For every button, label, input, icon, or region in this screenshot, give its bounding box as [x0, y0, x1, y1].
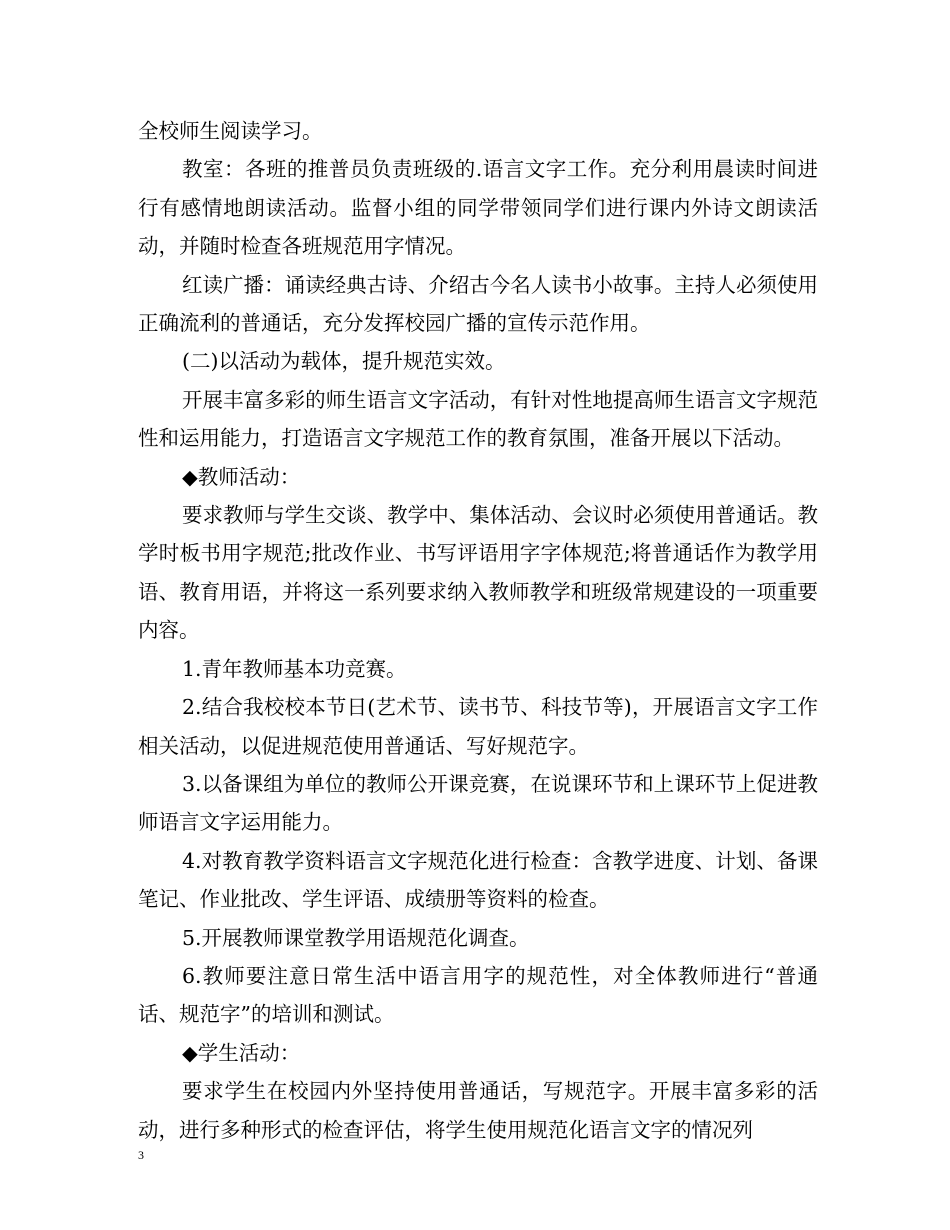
numbered-item: 5.开展教师课堂教学用语规范化调查。 — [182, 925, 530, 950]
numbered-item: 1.青年教师基本功竞赛。 — [182, 656, 407, 681]
section-heading: (二)以活动为载体，提升规范实效。 — [182, 349, 506, 374]
paragraph: 教室：各班的推普员负责班级的.语言文字工作。充分利用晨读时间进行有感情地朗读活动。监督小组的同学带领同学们进行课内外诗文朗读活动，并随时检查各班规范用字情况。 — [138, 157, 818, 259]
numbered-item: 3.以备课组为单位的教师公开课竞赛，在说课环节和上课环节上促进教师语言文字运用能力。 — [138, 771, 818, 835]
paragraph: 红读广播：诵读经典古诗、介绍古今名人读书小故事。主持人必须使用正确流利的普通话，充分发挥校园广播的宣传示范作用。 — [138, 272, 818, 336]
bullet-heading-teacher: ◆教师活动： — [182, 464, 301, 489]
numbered-item: 6.教师要注意日常生活中语言用字的规范性，对全体教师进行“普通话、规范字”的培训和测试。 — [138, 963, 818, 1027]
bullet-heading-student: ◆学生活动： — [182, 1040, 301, 1065]
paragraph: 要求教师与学生交谈、教学中、集体活动、会议时必须使用普通话。教学时板书用字规范;批改作业、书写评语用字字体规范;将普通话作为教学用语、教育用语，并将这一系列要求纳入教师教学和班级常规建设的一项重要内容。 — [138, 503, 818, 643]
paragraph: 开展丰富多彩的师生语言文字活动，有针对性地提高师生语言文字规范性和运用能力，打造语言文字规范工作的教育氛围，准备开展以下活动。 — [138, 387, 818, 451]
numbered-item: 4.对教育教学资料语言文字规范化进行检查：含教学进度、计划、备课笔记、作业批改、学生评语、成绩册等资料的检查。 — [138, 848, 818, 912]
document-body — [138, 112, 818, 1149]
paragraph: 全校师生阅读学习。 — [138, 119, 323, 143]
paragraph: 要求学生在校园内外坚持使用普通话，写规范字。开展丰富多彩的活动，进行多种形式的检查评估，将学生使用规范化语言文字的情况列 — [138, 1079, 818, 1142]
numbered-item: 2.结合我校校本节日(艺术节、读书节、科技节等)，开展语言文字工作相关活动，以促进规范使用普通话、写好规范字。 — [138, 695, 818, 758]
page-number: 3 — [138, 1148, 144, 1162]
